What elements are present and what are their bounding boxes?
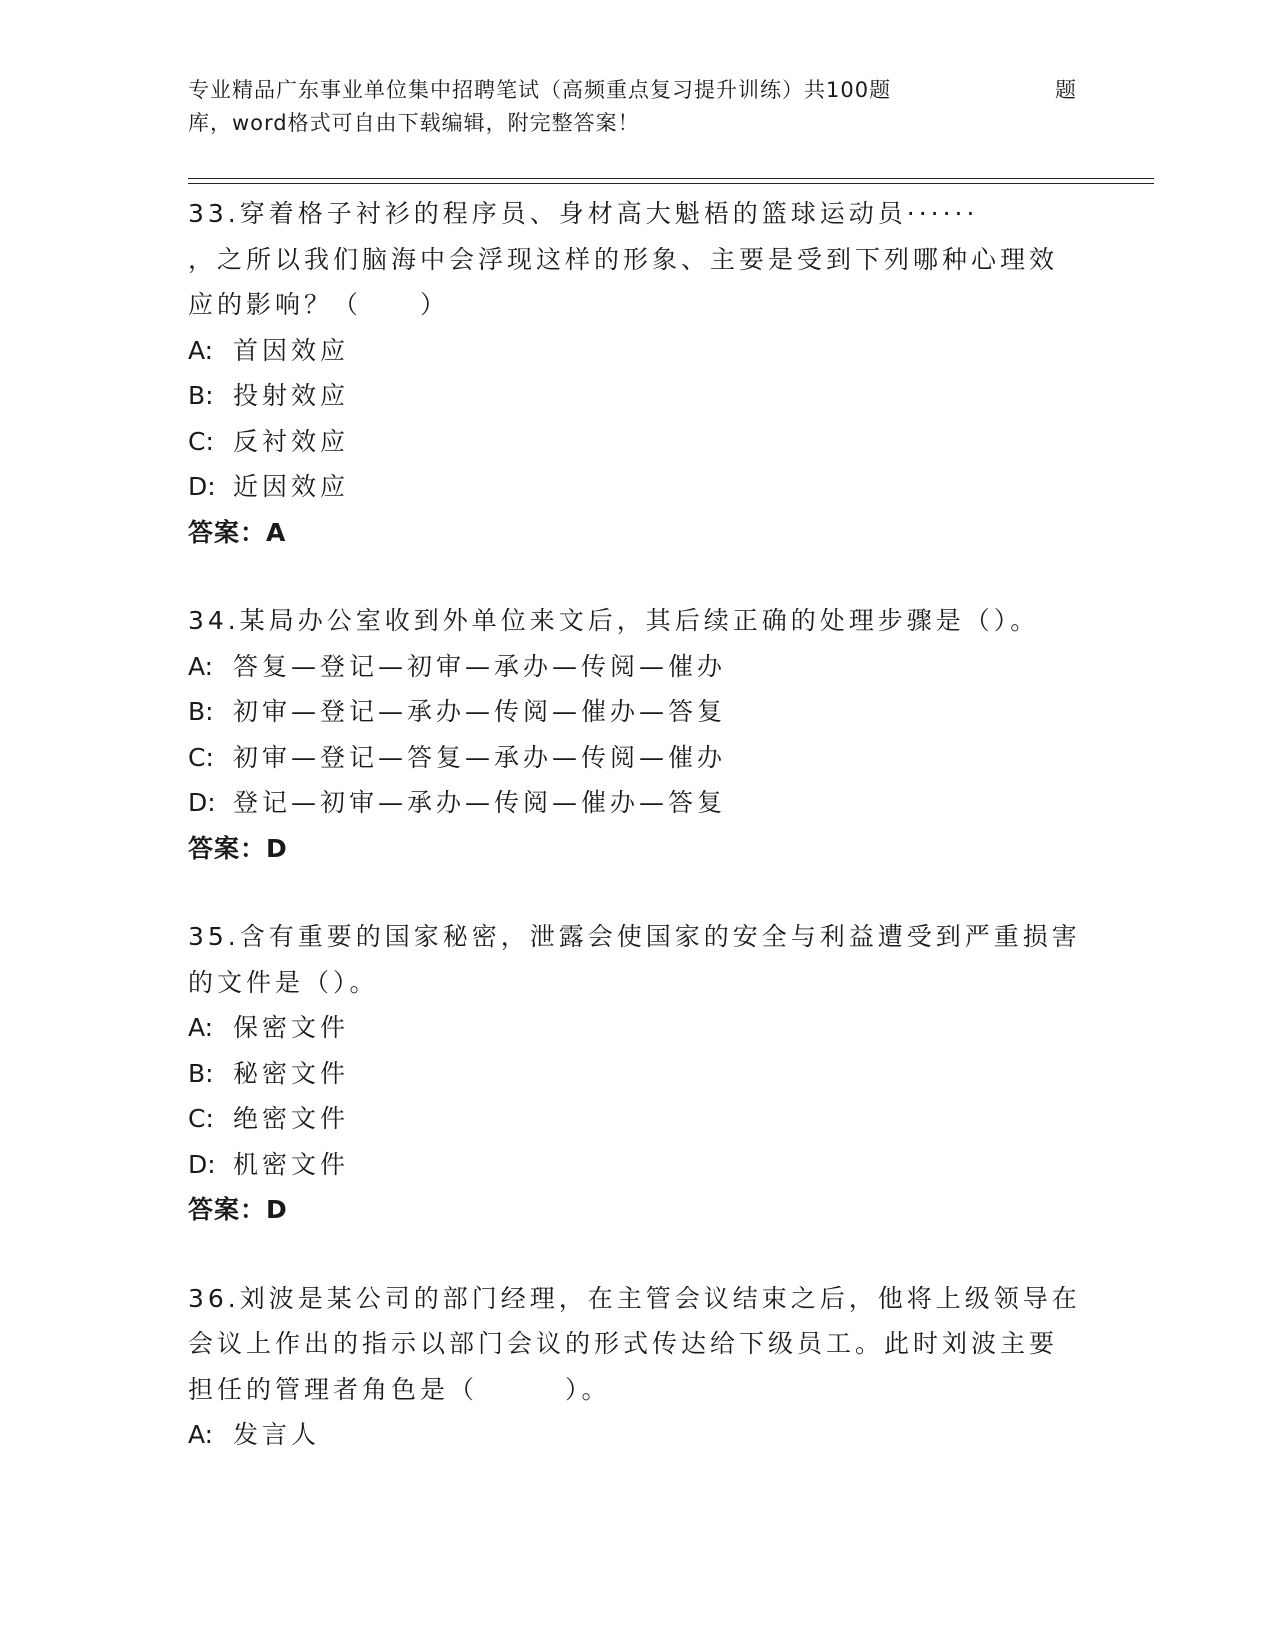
question-stem: 33.穿着格子衬衫的程序员、身材高大魁梧的篮球运动员······ ，之所以我们脑海中会浮现这样的形象、主要是受到下列哪种心理效 应的影响？（ ）	[188, 199, 1059, 319]
question-stem: 35.含有重要的国家秘密，泄露会使国家的安全与利益遭受到严重损害 的文件是（）。	[188, 922, 1081, 997]
option-b	[188, 689, 1088, 735]
option-letter: B:	[188, 697, 214, 726]
document-header	[188, 74, 1088, 140]
option-d	[188, 1142, 1088, 1188]
option-text: 初审—登记—承办—传阅—催办—答复	[233, 697, 727, 726]
option-text: 投射效应	[233, 381, 350, 410]
option-text: 近因效应	[233, 472, 350, 501]
answer-label: 答案：D	[188, 833, 288, 863]
option-text: 登记—初审—承办—传阅—催办—答复	[233, 788, 727, 817]
question-36	[188, 1276, 1088, 1458]
option-letter: D:	[188, 788, 216, 817]
option-letter: B:	[188, 381, 214, 410]
option-text: 答复—登记—初审—承办—传阅—催办	[233, 651, 727, 681]
option-text: 机密文件	[233, 1149, 350, 1179]
option-text: 发言人	[233, 1420, 321, 1449]
option-letter: A:	[188, 335, 214, 365]
option-a	[188, 644, 1088, 690]
header-line-2: 库，word格式可自由下载编辑，附完整答案！	[188, 111, 640, 135]
option-text: 保密文件	[233, 1013, 350, 1042]
option-text: 首因效应	[233, 335, 350, 365]
question-stem: 36.刘波是某公司的部门经理，在主管会议结束之后，他将上级领导在 会议上作出的指示以部门会议的形式传达给下级员工。此时刘波主要 担任的管理者角色是（ ）。	[188, 1283, 1081, 1404]
header-line-1	[188, 74, 1088, 107]
question-stem: 34.某局办公室收到外单位来文后，其后续正确的处理步骤是（）。	[188, 606, 1040, 635]
option-c	[188, 419, 1088, 465]
option-letter: C:	[188, 426, 214, 456]
option-a	[188, 1005, 1088, 1051]
question-list	[188, 191, 1088, 1501]
answer-label: 答案：A	[188, 517, 287, 547]
answer-label: 答案：D	[188, 1195, 288, 1224]
question-34	[188, 598, 1088, 871]
header-rule-bottom	[188, 183, 1154, 184]
header-title: 专业精品广东事业单位集中招聘笔试（高频重点复习提升训练）共100题	[188, 78, 892, 102]
option-letter: A:	[188, 1013, 214, 1042]
option-c	[188, 1096, 1088, 1142]
option-letter: C:	[188, 1104, 214, 1133]
question-33	[188, 191, 1088, 555]
option-a	[188, 1412, 1088, 1458]
option-letter: D:	[188, 1149, 216, 1179]
option-letter: D:	[188, 472, 216, 501]
option-a	[188, 328, 1088, 374]
option-text: 反衬效应	[233, 426, 350, 456]
header-title-tail: 题	[1055, 78, 1077, 102]
option-b	[188, 373, 1088, 419]
header-rule-top	[188, 178, 1154, 179]
option-text: 秘密文件	[233, 1058, 350, 1088]
option-letter: C:	[188, 742, 214, 772]
option-letter: A:	[188, 1420, 214, 1449]
option-d	[188, 780, 1088, 826]
option-text: 初审—登记—答复—承办—传阅—催办	[233, 742, 727, 772]
option-b	[188, 1051, 1088, 1097]
question-35	[188, 914, 1088, 1233]
option-text: 绝密文件	[233, 1104, 350, 1133]
option-c	[188, 735, 1088, 781]
option-letter: A:	[188, 651, 214, 681]
option-d	[188, 464, 1088, 510]
option-letter: B:	[188, 1058, 214, 1088]
